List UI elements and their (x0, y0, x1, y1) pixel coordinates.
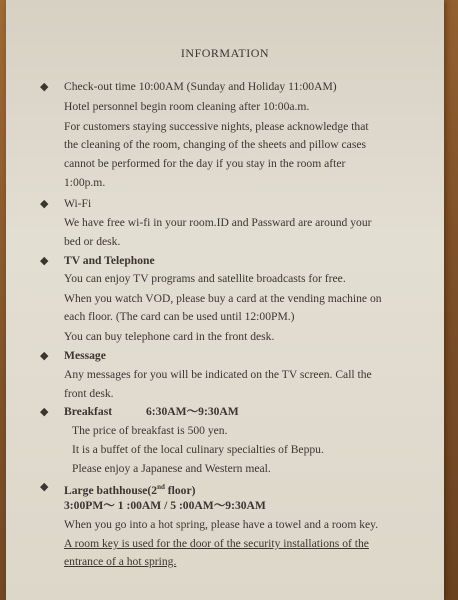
tv-heading: TV and Telephone (64, 254, 155, 267)
body-line: 1:00p.m. (64, 176, 106, 189)
diamond-bullet-icon: ◆ (40, 81, 49, 93)
body-line: bed or desk. (64, 235, 121, 248)
body-line: cannot be performed for the day if you stay in the room after (64, 157, 346, 170)
message-heading: Message (64, 349, 106, 362)
body-line: We have free wi-fi in your room.ID and Passward are around your (64, 216, 372, 229)
body-line: For customers staying successive nights, please acknowledge that (64, 120, 369, 133)
body-line: Hotel personnel begin room cleaning after 10:00a.m. (64, 100, 310, 113)
bathhouse-hours: 3:00PM～ 1 :00AM / 5 :00AM～9:30AM (64, 499, 266, 512)
diamond-bullet-icon: ◆ (40, 406, 49, 418)
bathhouse-heading: Large bathhouse(2nd floor) (64, 483, 196, 497)
information-sheet (6, 0, 444, 600)
diamond-bullet-icon: ◆ (40, 350, 49, 362)
body-line: It is a buffet of the local culinary specialties of Beppu. (72, 443, 324, 456)
body-line: front desk. (64, 387, 114, 400)
body-line: When you go into a hot spring, please have a towel and a room key. (64, 518, 379, 531)
body-line: When you watch VOD, please buy a card at the vending machine on (64, 292, 382, 305)
breakfast-hours: 6:30AM～9:30AM (146, 405, 239, 418)
underlined-line: entrance of a hot spring. (64, 555, 177, 568)
body-line: You can buy telephone card in the front desk. (64, 330, 275, 343)
body-line: each floor. (The card can be used until 12:00PM.) (64, 310, 295, 323)
page-title: INFORMATION (180, 46, 270, 60)
diamond-bullet-icon: ◆ (40, 198, 49, 210)
body-line: You can enjoy TV programs and satellite broadcasts for free. (64, 272, 346, 285)
diamond-bullet-icon: ◆ (40, 481, 49, 493)
body-line: The price of breakfast is 500 yen. (72, 424, 228, 437)
wifi-heading: Wi-Fi (64, 197, 92, 210)
underlined-line: A room key is used for the door of the security installations of the (64, 537, 369, 550)
body-line: the cleaning of the room, changing of the sheets and pillow cases (64, 138, 366, 151)
diamond-bullet-icon: ◆ (40, 255, 49, 267)
checkout-heading: Check-out time 10:00AM (Sunday and Holiday 11:00AM) (64, 80, 337, 93)
breakfast-heading: Breakfast (64, 405, 113, 418)
body-line: Please enjoy a Japanese and Western meal. (72, 462, 271, 475)
body-line: Any messages for you will be indicated on the TV screen. Call the (64, 368, 372, 381)
